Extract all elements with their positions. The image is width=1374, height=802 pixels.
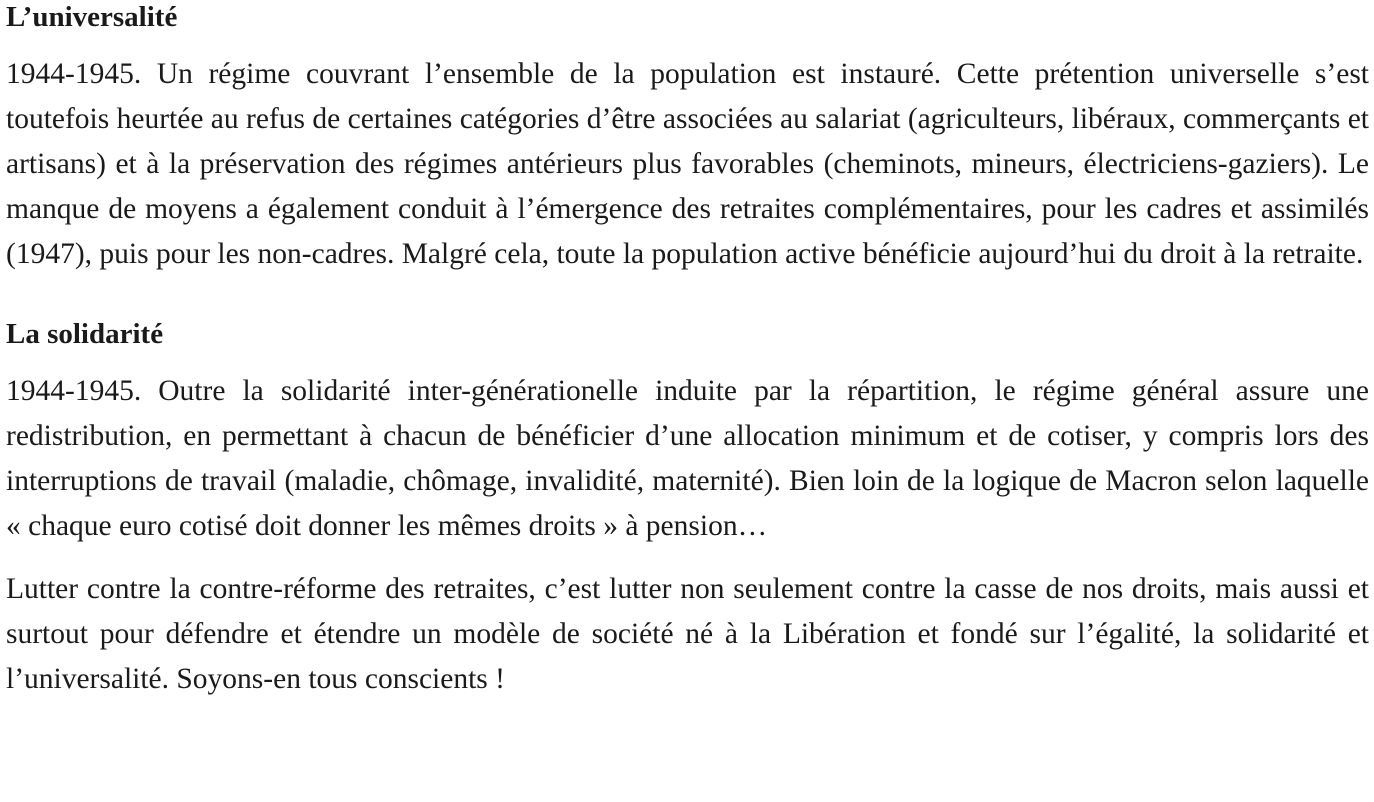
section-universalite <box>6 0 1369 277</box>
section-heading: La solidarité <box>6 318 164 350</box>
section-paragraph: 1944-1945. Un régime couvrant l’ensemble de la population est instauré. Cette prétention universelle s’est toutefois heurtée au refus de certaines catégories d’être associées au salariat (agriculteurs, libéraux, commerçants et artisans) et à la préservation des régimes antérieurs plus favorables (cheminots, mineurs, électriciens-gaziers). Le manque de moyens a également conduit à l’émergence des retraites complémentaires, pour les cadres et assimilés (1947), puis pour les non-cadres. Malgré cela, toute la population active bénéficie aujourd’hui du droit à la retraite. <box>6 58 1369 270</box>
section-paragraph: 1944-1945. Outre la solidarité inter-générationelle induite par la répartition, le régime général assure une redistribution, en permettant à chacun de bénéficier d’une allocation minimum et de cotiser, y compris lors des interruptions de travail (maladie, chômage, invalidité, maternité). Bien loin de la logique de Macron selon laquelle « chaque euro cotisé doit donner les mêmes droits » à pension… <box>6 375 1369 542</box>
article-body <box>6 0 1369 702</box>
conclusion-paragraph: Lutter contre la contre-réforme des retraites, c’est lutter non seulement contre la casse de nos droits, mais aussi et surtout pour défendre et étendre un modèle de société né à la Libération et fondé sur l’égalité, la solidarité et l’universalité. Soyons-en tous conscients ! <box>6 573 1369 695</box>
section-solidarite <box>6 317 1369 549</box>
section-heading: L’universalité <box>6 1 178 33</box>
